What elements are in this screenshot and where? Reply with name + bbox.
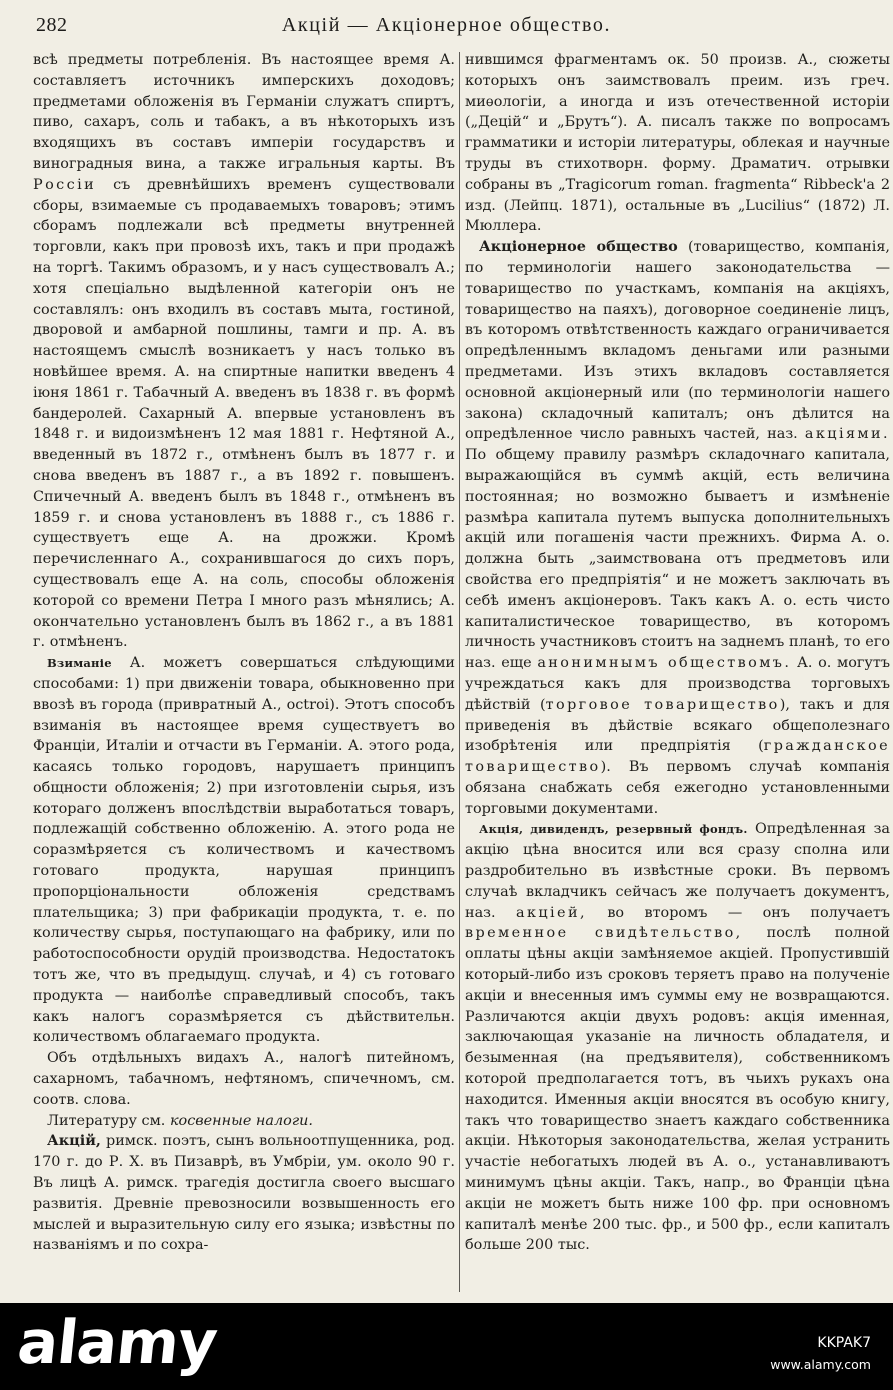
alamy-logo: alamy: [14, 1308, 220, 1378]
emphasis-share: акціей,: [516, 904, 587, 921]
image-id: KKPAK7: [817, 1335, 871, 1351]
heading-share-dividend: Акція, дивидендъ, резервный фондъ.: [479, 822, 748, 837]
page-number: 282: [36, 14, 68, 36]
paragraph-share-dividend: Акція, дивидендъ, резервный фондъ. Опредѣленная за акцію цѣна вносится или вся сразу сполна или раздробительно въ извѣстные сроки. Въ первомъ случаѣ вкладчикъ сейчасъ же получаетъ документъ, наз. акціей, во второмъ — онъ получаетъ временное свидѣтельство, послѣ полной оплаты цѣны акціи замѣняемое акціей. Пропустившій который-либо изъ сроковъ теряетъ право на полученіе акціи и внесенныя имъ суммы ему не возвращаются. Различаются акціи двухъ родовъ: акція именная, заключающая указаніе на личность обладателя, и безыменная (на предъявителя), собственникомъ которой предполагается тотъ, въ чьихъ рукахъ она находится. Именныя акціи вносятся въ особую книгу, такъ что товарищество знаетъ каждаго собственника акціи. Нѣкоторыя законодательства, желая устранить участіе небогатыхъ людей въ А. о., устанавливаютъ минимумъ цѣны акціи. Такъ, напр., во Франціи цѣна акціи не можетъ быть ниже 100 фр. при основномъ капиталѣ менѣе 200 тыс. фр., и 500 фр., если капиталъ больше 200 тыс.: [465, 821, 890, 1254]
emphasis-shares: акціями.: [804, 426, 890, 443]
page-header: [0, 8, 893, 42]
paragraph-collection-methods: Взиманіе А. можетъ совершаться слѣдующими способами: 1) при движеніи товара, обыкновенно при ввозѣ въ города (привратный А., octroi). Этотъ способъ взиманія въ настоящее время существуетъ во Франціи, Италіи и отчасти въ Германіи. А. этого рода, касаясь только городовъ, нарушаетъ принципъ общности обложенія; 2) при изготовленіи сырья, изъ котораго долженъ впослѣдствіи выработаться товаръ, подлежащій собственно обложенію. А. этого рода не соразмѣряется съ количествомъ и качествомъ готоваго продукта, нарушая принципъ пропорціональности обложенія средствамъ плательщика; 3) при фабрикаціи продукта, т. е. по количеству сырья, поступающаго на фабрику, или по работоспособности орудій производства. Недостатокъ тотъ же, что въ предыдущ. случаѣ, и 4) съ готоваго продукта — наиболѣе справедливый способъ, такъ какъ налогъ соразмѣряется съ дѣйствительн. количествомъ облагаемаго продукта.: [33, 655, 455, 1046]
right-column: [465, 50, 890, 1294]
heading-collection: Взиманіе: [47, 656, 112, 671]
stock-image-id: [770, 1333, 871, 1375]
stock-footer: [0, 1303, 893, 1390]
paragraph-joint-stock-company: Акціонерное общество (товарищество, компанія, по терминологіи нашего законодательства — товарищество по участкамъ, компанія на акціяхъ, товарищество на паяхъ), договорное соединеніе лицъ, въ которомъ отвѣтственность каждаго ограничивается опредѣленнымъ вкладомъ деньгами или разными предметами. Изъ этихъ вкладовъ составляется основной акціонерный или (по терминологіи нашего закона) складочный капиталъ; онъ дѣлится на опредѣленное число равныхъ частей, наз. акціями. По общему правилу размѣръ складочнаго капитала, выражающійся въ суммѣ акцій, есть величина постоянная; но возможно бываетъ и измѣненіе размѣра капитала путемъ выпуска дополнительныхъ акцій или погашенія части прежнихъ. Фирма А. о. должна быть „заимствована отъ предметовъ или свойства его предпріятія“ и не можетъ заключать въ себѣ именъ акціонеровъ. Такъ какъ А. о. есть чисто капиталистическое товарищество, въ которомъ личность участниковъ стоитъ на заднемъ планѣ, то его наз. еще анонимнымъ обществомъ. А. о. могутъ учреждаться какъ для производства торговыхъ дѣйствій (торговое товарищество), такъ и для приведенія въ дѣйствіе всякаго общеполезнаго изобрѣтенія или предпріятія (гражданское товарищество). Въ первомъ случаѣ компанія обязана снабжать себя ежегодно установленными торговыми документами.: [465, 238, 890, 817]
emphasis-civil-partnership: гражданское товарищество: [465, 738, 890, 776]
link-indirect-taxes: косвенные налоги.: [169, 1112, 313, 1129]
paragraph-separate-kinds: Объ отдѣльныхъ видахъ А., налогѣ питейномъ, сахарномъ, табачномъ, нефтяномъ, спичечномъ, см. соотв. слова.: [33, 1050, 455, 1108]
emphasis-anonymous-society: анонимнымъ обществомъ.: [537, 655, 792, 672]
emphasis-temporary-certificate: временное свидѣтельство,: [465, 925, 743, 942]
running-title: Акцiй — Акцiонерное общество.: [281, 14, 612, 36]
stock-url: www.alamy.com: [770, 1357, 871, 1372]
paragraph-literature: Литературу см. косвенные налоги.: [47, 1112, 313, 1129]
headword-joint-stock-company: Акціонерное общество: [479, 238, 678, 256]
paragraph-accius: Акцій, римск. поэтъ, сынъ вольноотпущенника, род. 170 г. до Р. Х. въ Пизаврѣ, въ Умбріи, ум. около 90 г. Въ лицѣ А. римск. трагедія достигла своего высшаго развитія. Древніе превозносили возвышенность его мыслей и выразительную силу его языка; извѣстны по названіямъ и по сохра-: [33, 1132, 455, 1254]
column-divider: [459, 52, 460, 1292]
headword-accius: Акцій,: [47, 1132, 101, 1150]
emphasis-russia: Россіи: [33, 176, 97, 193]
left-column: [33, 50, 455, 1294]
paragraph-excise-russia: всѣ предметы потребленія. Въ настоящее время А. составляетъ источникъ имперскихъ доходовъ; предметами обложенія въ Германіи служатъ спиртъ, пиво, сахаръ, соль и табакъ, а въ нѣкоторыхъ изъ входящихъ въ составъ имперіи государствъ и виноградныя вина, а также игральныя карты. Въ Россіи съ древнѣйшихъ временъ существовали сборы, взимаемые съ продаваемыхъ товаровъ; этимъ сборамъ подлежали всѣ предметы внутренней торговли, какъ при провозѣ ихъ, такъ и при продажѣ на торгѣ. Такимъ образомъ, и у насъ существовалъ А.; хотя спеціально выдѣленной категоріи онъ не составлялъ: онъ входилъ въ составъ мыта, гостиной, дворовой и амбарной пошлины, тамги и пр. А. въ настоящемъ смыслѣ возникаетъ у насъ только въ новѣйшее время. А. на спиртные напитки введенъ 4 іюня 1861 г. Табачный А. введенъ въ 1838 г. въ формѣ бандеролей. Сахарный А. впервые установленъ въ 1848 г. и видоизмѣненъ 12 мая 1881 г. Нефтяной А., введенный въ 1872 г., отмѣненъ былъ въ 1877 г. и снова введенъ въ 1887 г., а въ 1892 г. повышенъ. Спичечный А. введенъ былъ въ 1848 г., отмѣненъ въ 1859 г. и снова установленъ въ 1888 г., съ 1886 г. существуетъ еще А. на дрожжи. Кромѣ перечисленнаго А., сохранившагося до сихъ поръ, существовалъ еще А. на соль, способы обложенія которой со времени Петра I много разъ мѣнялись; А. окончательно установленъ былъ въ 1862 г., а въ 1881 г. отмѣненъ.: [33, 52, 455, 651]
paragraph-accius-continued: нившимся фрагментамъ ок. 50 произв. А., сюжеты которыхъ онъ заимствовалъ преим. изъ греч. миѳологіи, а иногда и изъ отечественной исторіи („Децій“ и „Брутъ“). А. писалъ также по вопросамъ грамматики и исторіи литературы, облекая и научные труды въ стихотворн. форму. Драматич. отрывки собраны въ „Tragicorum roman. fragmenta“ Ribbeck'а 2 изд. (Лейпц. 1871), остальные въ „Lucilius“ (1872) Л. Мюллера.: [465, 52, 890, 235]
emphasis-trading-partnership: торговое товарищество: [545, 696, 780, 713]
